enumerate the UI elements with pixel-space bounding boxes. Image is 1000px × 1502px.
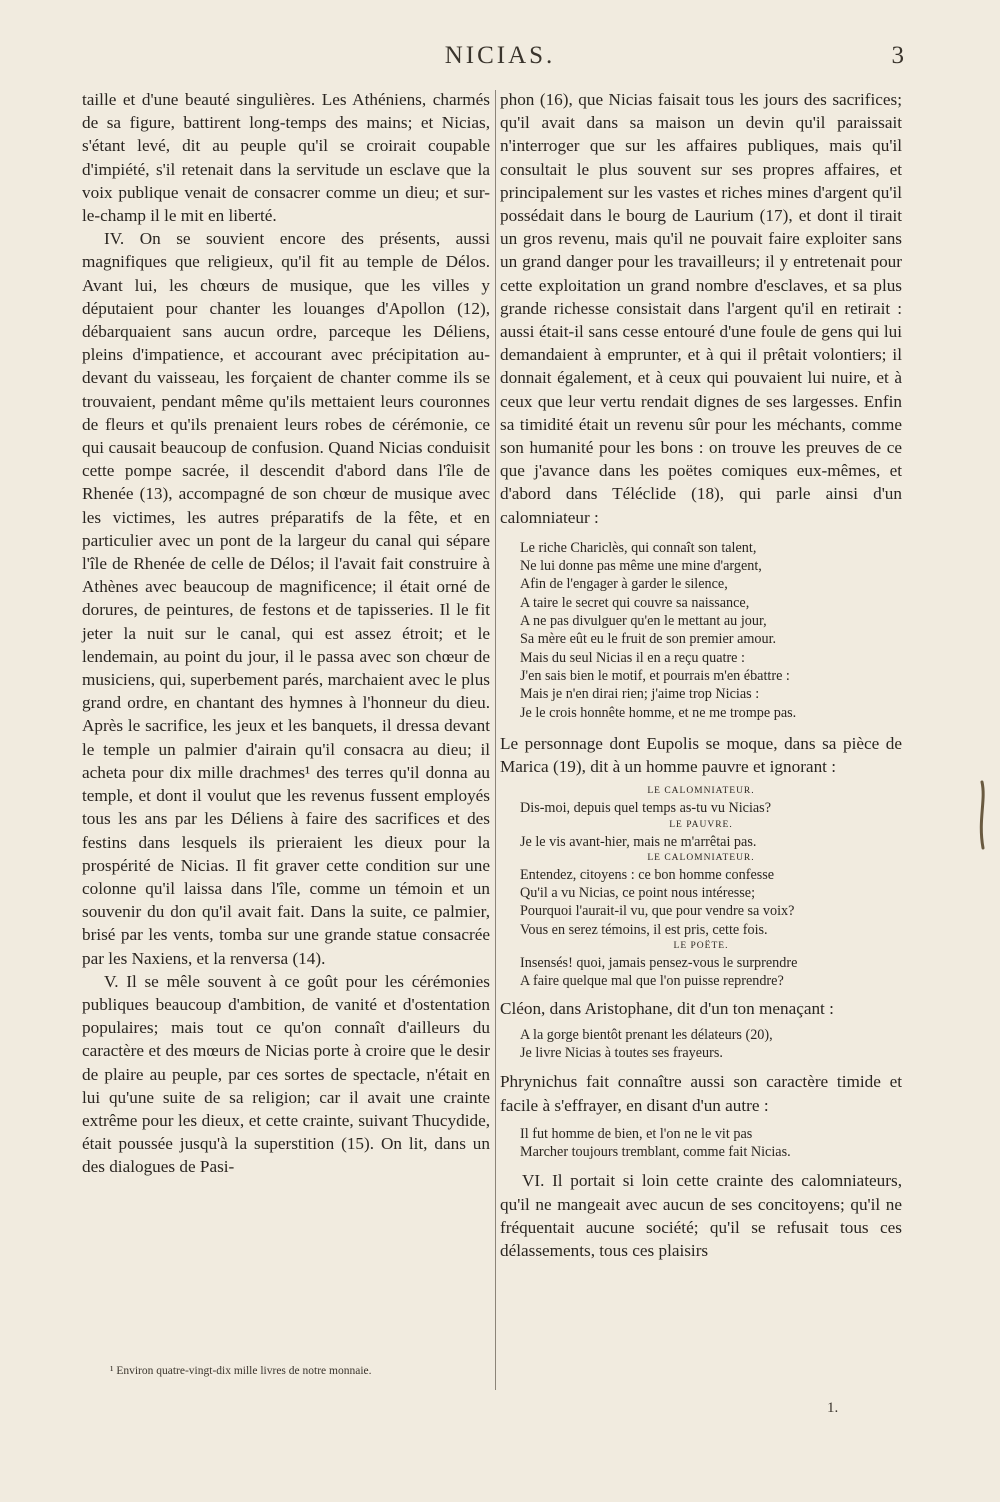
margin-stain: [972, 780, 992, 850]
verse-line: Ne lui donne pas même une mine d'argent,: [520, 558, 762, 575]
column-divider: [495, 90, 496, 1390]
paragraph: V. Il se mêle souvent à ce goût pour les cérémonies publiques beaucoup d'ambition, de vanité et d'ostentation populaires; mais tout ce qu'on connaît d'ailleurs du caractère et des mœurs de Nicias porte à croire que le desir de plaire au peuple, par ces sortes de spectacle, n'était en lui qu'une suite de sa religion; car il avait une crainte extrême pour les dieux, et cette crainte, suivant Thucydide, était poussée jusqu'à la superstition (15). On lit, dans un des dialogues de Pasi-: [82, 971, 490, 1177]
verse-line: Qu'il a vu Nicias, ce point nous intéresse;: [520, 885, 756, 902]
verse-line: Marcher toujours tremblant, comme fait Nicias.: [520, 1144, 791, 1161]
signature-mark: 1.: [827, 1400, 839, 1416]
speaker-label: LE POËTE.: [673, 941, 729, 952]
verse-block: [520, 539, 902, 722]
right-column: [500, 88, 902, 1262]
verse-line: Insensés! quoi, jamais pensez-vous le surprendre: [520, 955, 798, 972]
page-number: 3: [891, 42, 904, 69]
verse-line: Mais je n'en dirai rien; j'aime trop Nicias :: [520, 686, 760, 703]
verse-line: Je le vis avant-hier, mais ne m'arrêtai pas.: [520, 833, 757, 850]
verse-line: Je livre Nicias à toutes ses frayeurs.: [520, 1045, 723, 1062]
verse-block: [520, 1026, 902, 1063]
paragraph: Cléon, dans Aristophane, dit d'un ton menaçant :: [500, 998, 834, 1018]
verse-line: Entendez, citoyens : ce bon homme confesse: [520, 866, 775, 883]
verse-line: Mais du seul Nicias il en a reçu quatre :: [520, 649, 745, 666]
footnote: ¹ Environ quatre-vingt-dix mille livres de notre monnaie.: [110, 1365, 372, 1377]
verse-line: J'en sais bien le motif, et pourrais m'en ébattre :: [520, 667, 790, 684]
verse-line: Sa mère eût eu le fruit de son premier amour.: [520, 631, 777, 648]
verse-line: Pourquoi l'aurait-il vu, que pour vendre sa voix?: [520, 903, 795, 920]
verse-line: Vous en serez témoins, il est pris, cette fois.: [520, 921, 768, 938]
verse-line: A la gorge bientôt prenant les délateurs (20),: [520, 1026, 773, 1043]
speaker-label: LE CALOMNIATEUR.: [647, 852, 755, 863]
verse-block: [520, 1125, 902, 1162]
verse-line: Il fut homme de bien, et l'on ne le vit pas: [520, 1125, 753, 1142]
verse-line: A faire quelque mal que l'on puisse reprendre?: [520, 973, 784, 990]
speaker-label: LE CALOMNIATEUR.: [647, 786, 755, 797]
paragraph: IV. On se souvient encore des présents, aussi magnifiques que religieux, qu'il fit au temple de Délos. Avant lui, les chœurs de musique, que les villes y députaient pour chanter les louanges d'Apollon (12), débarquaient sans aucun ordre, parceque les Déliens, pleins d'impatience, et accourant avec précipitation au-devant du vaisseau, les forçaient de chanter comme ils se trouvaient, pendant même qu'ils mettaient leurs couronnes de fleurs et qu'ils prenaient leurs robes de cérémonie, ce qui causait beaucoup de confusion. Quand Nicias conduisit cette pompe sacrée, il descendit d'abord dans l'île de Rhenée (13), accompagné de son chœur de musique avec les victimes, les autres préparatifs de la fête, et en particulier avec un pont de la largeur du canal qui sépare l'île de Rhenée de celle de Délos; il l'avait fait construire à Athènes avec beaucoup de magnificence; il était orné de dorures, de peintures, de festons et de tapisseries. Il le fit jeter la nuit sur le canal, qui est assez étroit; et le lendemain, au point du jour, il le passa avec son chœur de musiciens, qui, superbement parés, marchaient avec le plus grand ordre, en chantant des hymnes à l'honneur du dieu. Après le sacrifice, les jeux et les banquets, il dressa devant le temple un palmier d'airain qu'il consacra au dieu; il acheta pour dix mille drachmes¹ des terres qu'il donna au temple, et dont il voulut que les revenus fussent employés tous les ans par les Déliens à faire des sacrifices et des festins dans lesquels ils prieraient les dieux pour la prospérité de Nicias. Il fit graver cette condition sur une colonne qu'il laissa dans l'île, comme un témoin et un souvenir du don qu'il avait fait. Dans la suite, ce palmier, brisé par les vents, tomba sur une grande statue consacrée par les Naxiens, et la renversa (14).: [82, 229, 490, 968]
verse-line: Afin de l'engager à garder le silence,: [520, 576, 728, 593]
paragraph: Le personnage dont Eupolis se moque, dans sa pièce de Marica (19), dit à un homme pauvre et ignorant :: [500, 733, 902, 777]
left-column: [82, 88, 490, 1179]
verse-line: A taire le secret qui couvre sa naissance,: [520, 594, 750, 611]
paragraph: Phrynichus fait connaître aussi son caractère timide et facile à s'effrayer, en disant d'un autre :: [500, 1072, 902, 1115]
dialogue-block: [520, 784, 902, 990]
speaker-label: LE PAUVRE.: [669, 819, 733, 830]
paragraph: VI. Il portait si loin cette crainte des calomniateurs, qu'il ne mangeait avec aucun de ses concitoyens; qu'il ne fréquentait aucune société; qu'il se refusait tous ces délassements, tous ces plaisirs: [500, 1171, 902, 1261]
verse-line: Le riche Chariclès, qui connaît son talent,: [520, 539, 757, 556]
paragraph: phon (16), que Nicias faisait tous les jours des sacrifices; qu'il avait dans sa maison un devin qu'il paraissait n'interroger que sur les affaires publiques, mais qu'il consultait le plus souvent sur ses propres affaires, et principalement sur les vastes et riches mines d'argent qu'il possédait dans le bourg de Laurium (17), et dont il tirait un gros revenu, mais qu'il ne pouvait faire exploiter sans un grand danger pour les travailleurs; il y entretenait pour cette exploitation un grand nombre d'esclaves, et sa plus grande richesse consistait dans l'argent qu'il en retirait : aussi était-il sans cesse entouré d'une foule de gens qui lui demandaient à emprunter, et à qui il prêtait volontiers; il donnait également, et à ceux qui pouvaient lui nuire, et à ceux que leur vertu rendait dignes de ses largesses. Enfin sa timidité était un revenu sûr pour les méchants, comme son humanité pour les bons : on trouve les preuves de ce que j'avance dans les poëtes comiques eux-mêmes, et d'abord dans Téléclide (18), qui parle ainsi d'un calomniateur :: [500, 90, 902, 527]
verse-line: A ne pas divulguer qu'en le mettant au jour,: [520, 613, 767, 630]
verse-line: Je le crois honnête homme, et ne me trompe pas.: [520, 704, 797, 721]
verse-line: Dis-moi, depuis quel temps as-tu vu Nicias?: [520, 800, 771, 817]
paragraph: taille et d'une beauté singulières. Les Athéniens, charmés de sa figure, battirent long-temps des mains; et Nicias, s'étant levé, dit au peuple qu'il se croirait coupable d'impiété, s'il retenait dans la servitude un esclave que la voix publique venait de consacrer comme un dieu; et sur-le-champ il le mit en liberté.: [82, 90, 490, 226]
running-title: NICIAS.: [444, 42, 556, 69]
